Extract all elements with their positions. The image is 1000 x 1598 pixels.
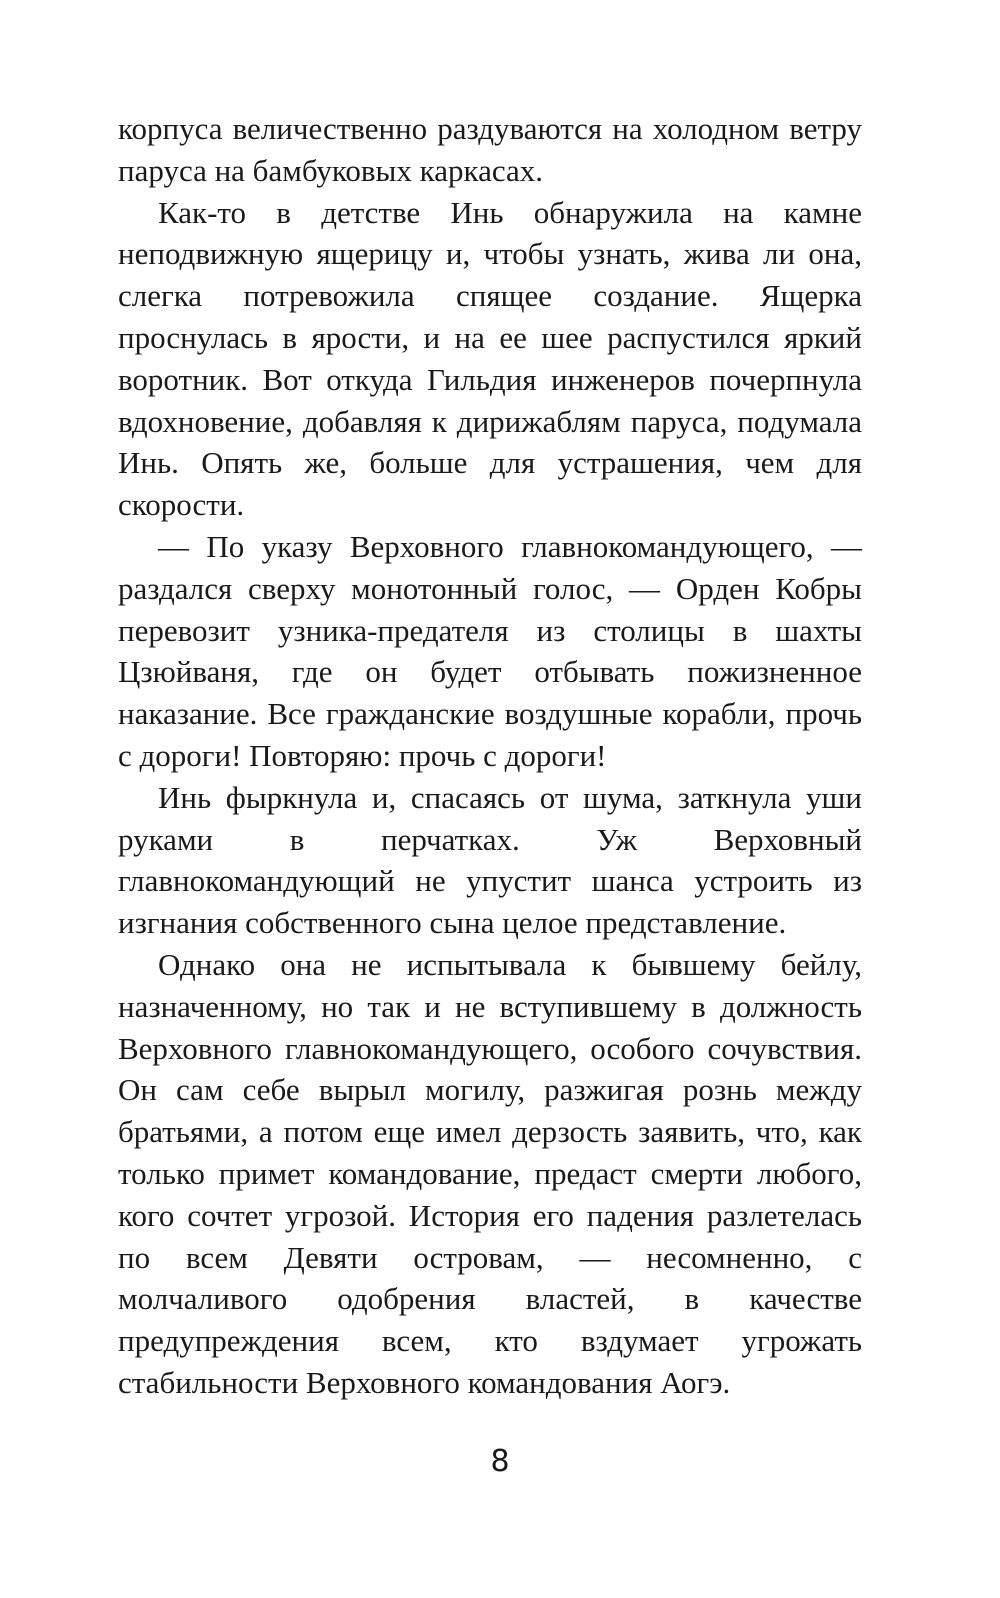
paragraph: корпуса величественно раздуваются на холодном ветру паруса на бамбуковых каркасах.	[118, 111, 862, 188]
paragraph: — По указу Верховного главнокомандующего, — раздался сверху монотонный голос, — Орден Кобры перевозит узника-предателя из столицы в шахты Цзюйваня, где он будет отбывать пожизненное наказание. Все гражданские воздушные корабли, прочь с дороги! Повторяю: прочь с дороги!	[118, 528, 862, 773]
page-number: 8	[490, 1444, 510, 1479]
paragraph: Инь фыркнула и, спасаясь от шума, заткнула уши руками в перчатках. Уж Верховный главнокомандующий не упустит шанса устроить из изгнания собственного сына целое представление.	[118, 779, 862, 941]
body-text	[118, 108, 862, 1404]
paragraph: Однако она не испытывала к бывшему бейлу, назначенному, но так и не вступившему в должность Верховного главнокомандующего, особого сочувствия. Он сам себе вырыл могилу, разжигая рознь между братьями, а потом еще имел дерзость заявить, что, как только примет командование, предаст смерти любого, кого сочтет угрозой. История его падения разлетелась по всем Девяти островам, — несомненно, с молчаливого одобрения властей, в качестве предупреждения всем, кто вздумает угрожать стабильности Верховного командования Аогэ.	[118, 946, 862, 1400]
paragraph: Как-то в детстве Инь обнаружила на камне неподвижную ящерицу и, чтобы узнать, жива ли она, слегка потревожила спящее создание. Ящерка проснулась в ярости, и на ее шее распустился яркий воротник. Вот откуда Гильдия инженеров почерпнула вдохновение, добавляя к дирижаблям паруса, подумала Инь. Опять же, больше для устрашения, чем для скорости.	[118, 194, 862, 523]
